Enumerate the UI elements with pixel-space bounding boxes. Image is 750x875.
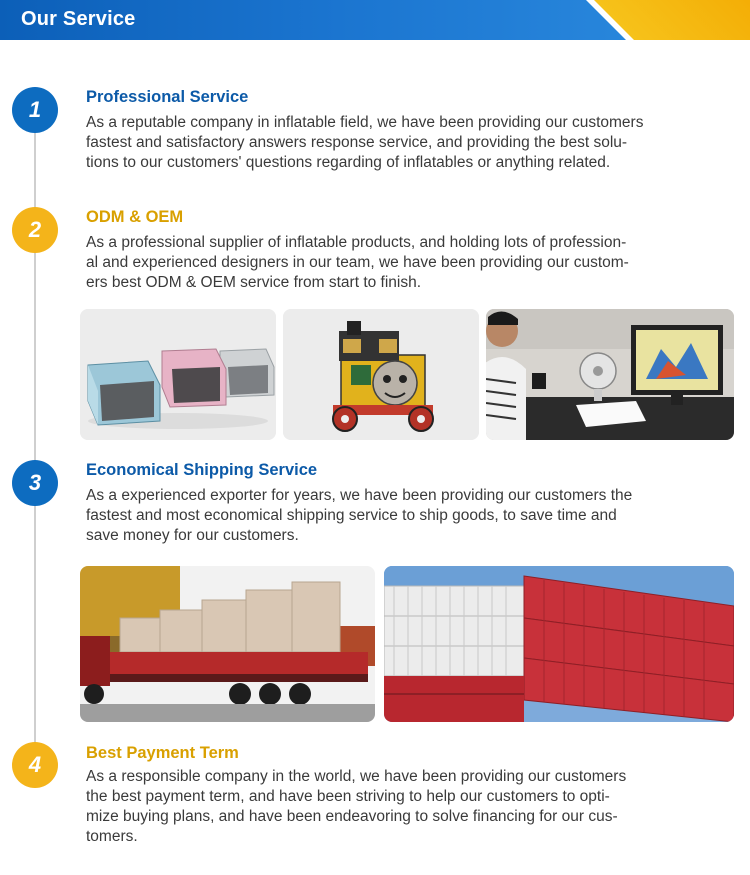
truck-cargo-photo — [80, 566, 375, 722]
description-line: save money for our customers. — [86, 527, 299, 544]
timeline-line — [34, 105, 36, 765]
service-description-professional — [86, 113, 746, 173]
description-line: As a experienced exporter for years, we have been providing our customers the — [86, 487, 633, 504]
description-line: mize buying plans, and have been endeavoring to solve financing for our cus- — [86, 808, 618, 825]
section-header — [0, 0, 750, 40]
description-line: tomers. — [86, 828, 138, 845]
description-line: al and experienced designers in our team, we have been providing our custom- — [86, 254, 629, 271]
service-title-professional: Professional Service — [86, 88, 249, 106]
description-line: As a professional supplier of inflatable products, and holding lots of profession- — [86, 234, 627, 251]
service-description-shipping — [86, 486, 746, 546]
step-number-badge-3: 3 — [12, 460, 58, 506]
description-line: the best payment term, and have been striving to help our customers to opti- — [86, 788, 610, 805]
step-number-badge-1: 1 — [12, 87, 58, 133]
description-line: fastest and most economical shipping service to ship goods, to save time and — [86, 507, 617, 524]
page-title: Our Service — [21, 8, 136, 30]
train-inflatable-photo — [283, 309, 479, 440]
description-line: ers best ODM & OEM service from start to finish. — [86, 274, 422, 291]
description-line: As a responsible company in the world, we have been providing our customers — [86, 768, 627, 785]
designer-at-computer-photo — [486, 309, 734, 440]
service-title-shipping: Economical Shipping Service — [86, 461, 318, 479]
inflatable-tents-photo — [80, 309, 276, 440]
service-description-payment — [86, 767, 746, 847]
service-title-payment: Best Payment Term — [86, 744, 239, 762]
shipping-containers-photo — [384, 566, 734, 722]
service-description-odm-oem — [86, 233, 746, 293]
description-line: tions to our customers' questions regarding of inflatables or anything related. — [86, 154, 611, 171]
service-title-odm-oem: ODM & OEM — [86, 208, 184, 226]
description-line: As a reputable company in inflatable field, we have been providing our customers — [86, 114, 644, 131]
step-number-badge-4: 4 — [12, 742, 58, 788]
step-number-badge-2: 2 — [12, 207, 58, 253]
description-line: fastest and satisfactory answers response service, and providing the best solu- — [86, 134, 628, 151]
